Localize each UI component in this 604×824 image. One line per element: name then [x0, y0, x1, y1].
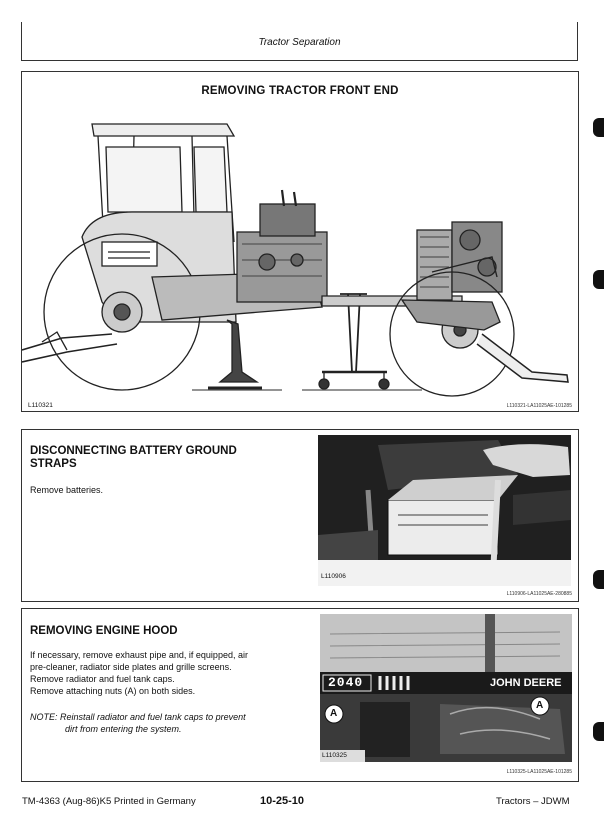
- figure-id: L110906: [321, 573, 346, 580]
- section-title-line1: DISCONNECTING BATTERY GROUND: [30, 445, 237, 457]
- battery-photo-drawing: [318, 435, 571, 586]
- instruction-line: Remove radiator and fuel tank caps.: [30, 674, 175, 684]
- instruction-line: Remove attaching nuts (A) on both sides.: [30, 686, 196, 696]
- callout-a-left: A: [330, 708, 338, 719]
- figure-id: L110325: [322, 752, 347, 759]
- photo-brand-label: JOHN DEERE: [490, 677, 562, 689]
- binder-mark: [593, 722, 604, 741]
- section-title: REMOVING TRACTOR FRONT END: [201, 85, 399, 97]
- binder-mark: [593, 570, 604, 589]
- note-line2: dirt from entering the system.: [65, 724, 182, 734]
- page-number: 10-25-10: [260, 795, 305, 807]
- note-line1: NOTE: Reinstall radiator and fuel tank caps to prevent: [30, 712, 246, 722]
- figure-caption: L110906-LA11025AE-280885: [506, 591, 572, 597]
- header-rule-bottom: [21, 60, 578, 61]
- section-battery-straps: [21, 429, 579, 602]
- figure-id: L110321: [28, 402, 53, 409]
- callout-a-right: A: [536, 700, 544, 711]
- instruction-line: pre-cleaner, radiator side plates and grille screens.: [30, 662, 232, 672]
- section-removing-front-end: [21, 71, 579, 412]
- tractor-split-illustration: [22, 72, 578, 411]
- body-text: Remove batteries.: [30, 485, 104, 495]
- section-engine-hood: [21, 608, 579, 782]
- figure-caption: L110321-LA11025AE-101285: [506, 403, 572, 409]
- binder-mark: [593, 118, 604, 137]
- section-title: REMOVING ENGINE HOOD: [30, 625, 178, 637]
- instruction-line: If necessary, remove exhaust pipe and, if equipped, air: [30, 650, 248, 660]
- running-head: Tractor Separation: [258, 37, 341, 48]
- footer-right: Tractors – JDWM: [496, 796, 570, 807]
- binder-mark: [593, 270, 604, 289]
- photo-model-number: 2040: [328, 675, 364, 690]
- footer-left: TM-4363 (Aug-86)K5 Printed in Germany: [22, 796, 196, 807]
- battery-photo: [318, 435, 571, 586]
- engine-hood-photo: [320, 614, 572, 762]
- section-title-line2: STRAPS: [30, 458, 77, 470]
- figure-caption: L110325-LA11025AE-101285: [506, 769, 572, 775]
